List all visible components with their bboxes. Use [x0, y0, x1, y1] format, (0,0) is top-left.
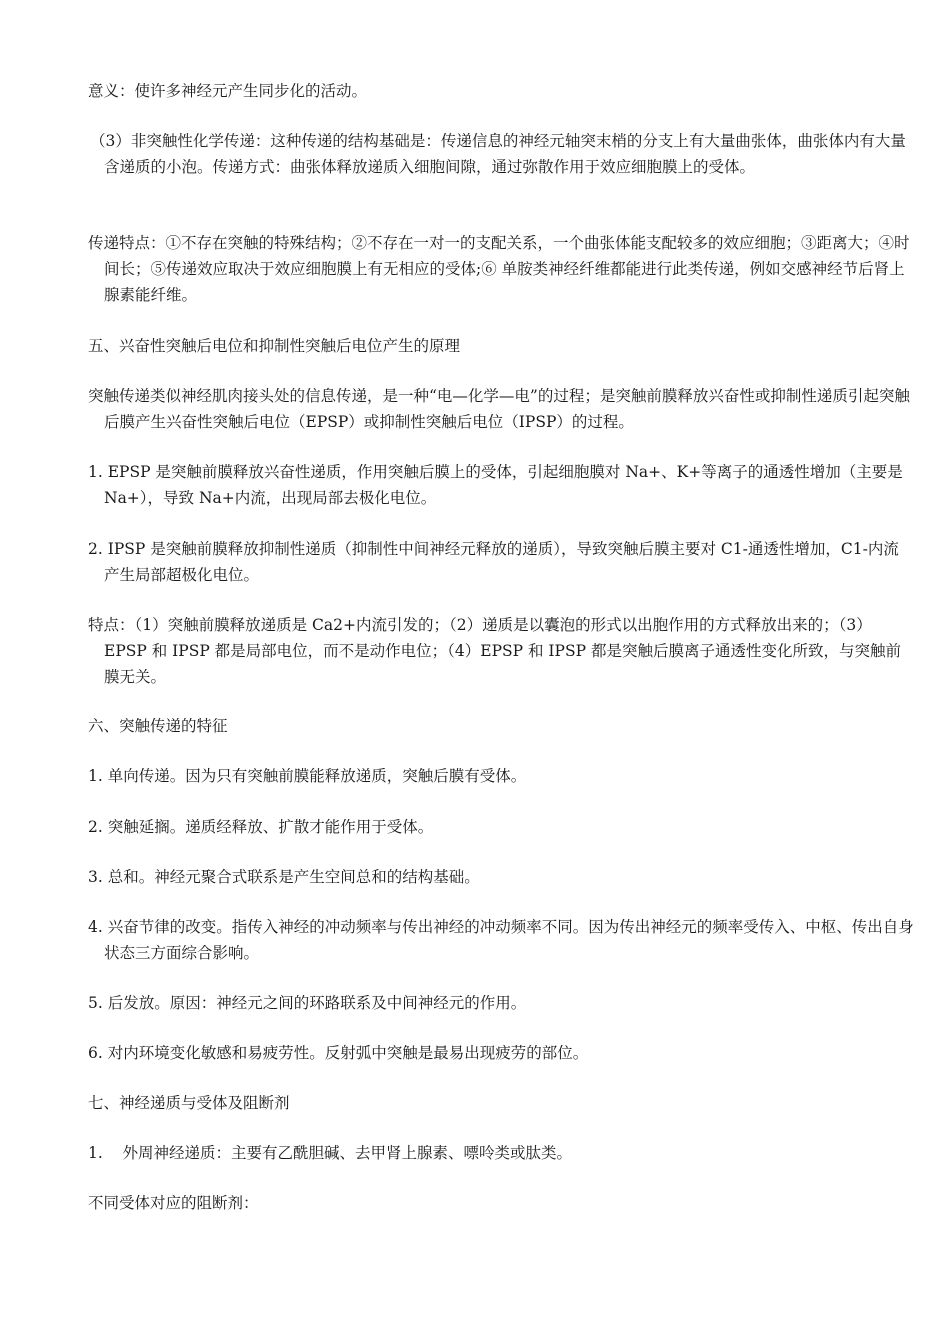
list-item-3: 3. 总和。神经元聚合式联系是产生空间总和的结构基础。: [88, 868, 480, 886]
paragraph-non-synaptic-transmission: （3）非突触性化学传递：这种传递的结构基础是：传递信息的神经元轴突末梢的分支上有大量曲张体，曲张体内有大量含递质的小泡。传递方式：曲张体释放递质入细胞间隙，通过弥散作用于效应细胞膜上的受体。: [90, 132, 906, 176]
paragraph-synaptic-transmission: 突触传递类似神经肌肉接头处的信息传递，是一种“电—化学—电”的过程；是突触前膜释放兴奋性或抑制性递质引起突触后膜产生兴奋性突触后电位（EPSP）或抑制性突触后电位（IPSP）的过程。: [88, 387, 910, 431]
list-item-peripheral-transmitters: 1. 外周神经递质：主要有乙酰胆碱、去甲肾上腺素、嘌呤类或肽类。: [88, 1144, 572, 1162]
section-heading-5: 五、兴奋性突触后电位和抑制性突触后电位产生的原理: [88, 337, 461, 355]
list-item-epsp: 1. EPSP 是突触前膜释放兴奋性递质，作用突触后膜上的受体，引起细胞膜对 Na+、K+等离子的通透性增加（主要是 Na+），导致 Na+内流，出现局部去极化电位。: [88, 463, 903, 507]
list-item-4: 4. 兴奋节律的改变。指传入神经的冲动频率与传出神经的冲动频率不同。因为传出神经元的频率受传入、中枢、传出自身状态三方面综合影响。: [88, 918, 914, 962]
list-item-1: 1. 单向传递。因为只有突触前膜能释放递质，突触后膜有受体。: [88, 767, 527, 785]
paragraph-receptor-blockers: 不同受体对应的阻断剂：: [88, 1194, 259, 1212]
list-item-2: 2. 突触延搁。递质经释放、扩散才能作用于受体。: [88, 818, 434, 836]
paragraph-transmission-features: 传递特点：①不存在突触的特殊结构；②不存在一对一的支配关系，一个曲张体能支配较多的效应细胞；③距离大；④时间长；⑤传递效应取决于效应细胞膜上有无相应的受体;⑥ 单胺类神经纤维都能进行此类传递，例如交感神经节后肾上腺素能纤维。: [88, 234, 910, 304]
section-heading-7: 七、神经递质与受体及阻断剂: [88, 1094, 290, 1112]
section-heading-6: 六、突触传递的特征: [88, 717, 228, 735]
list-item-ipsp: 2. IPSP 是突触前膜释放抑制性递质（抑制性中间神经元释放的递质），导致突触后膜主要对 C1-通透性增加，C1-内流产生局部超极化电位。: [88, 540, 899, 584]
paragraph-significance: 意义：使许多神经元产生同步化的活动。: [88, 82, 368, 100]
list-item-6: 6. 对内环境变化敏感和易疲劳性。反射弧中突触是最易出现疲劳的部位。: [88, 1044, 589, 1062]
list-item-5: 5. 后发放。原因：神经元之间的环路联系及中间神经元的作用。: [88, 994, 527, 1012]
paragraph-characteristics: 特点：（1）突触前膜释放递质是 Ca2+内流引发的；（2）递质是以囊泡的形式以出胞作用的方式释放出来的；（3）EPSP 和 IPSP 都是局部电位，而不是动作电位；（4）EPSP 和 IPSP 都是突触后膜离子通透性变化所致，与突触前膜无关。: [88, 616, 901, 686]
